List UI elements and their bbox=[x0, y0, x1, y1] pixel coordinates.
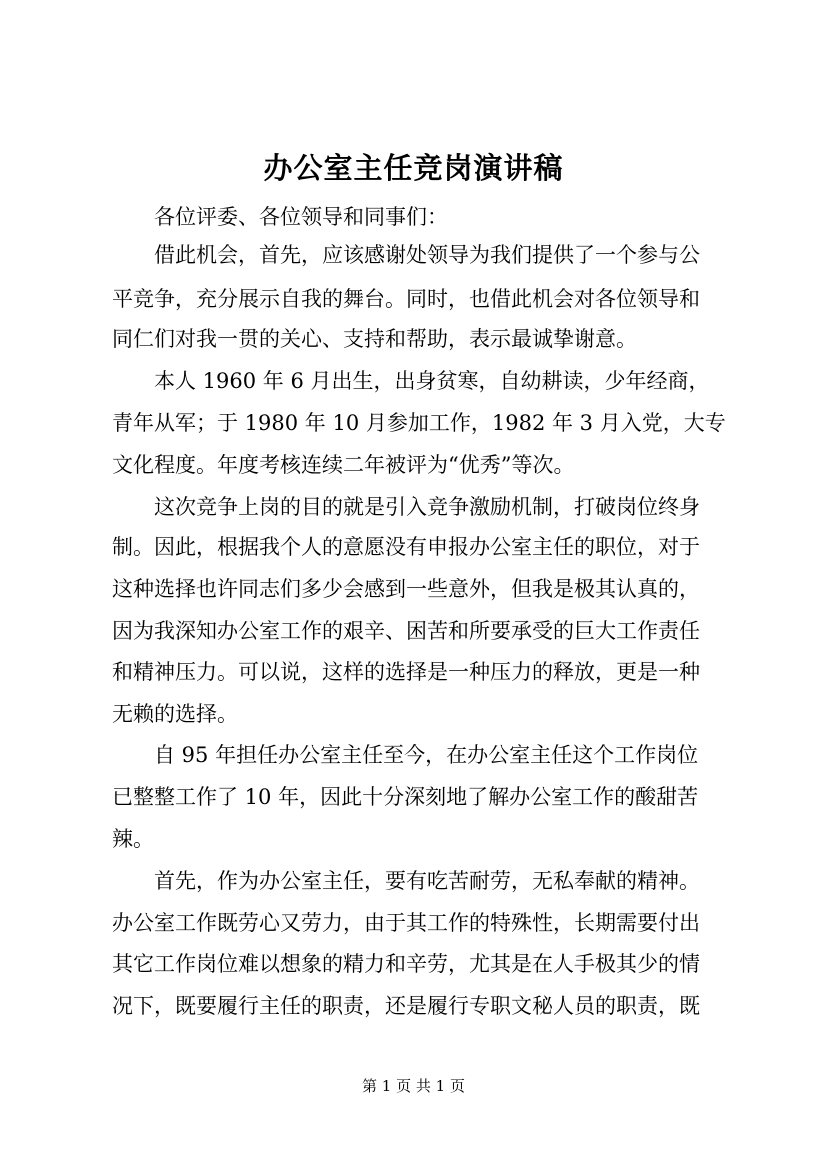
body-line: 青年从军；于 1980 年 10 月参加工作，1982 年 3 月入党，大专 bbox=[112, 411, 726, 435]
body-line: 首先，作为办公室主任，要有吃苦耐劳，无私奉献的精神。 bbox=[154, 869, 700, 893]
body-line: 和精神压力。可以说，这样的选择是一种压力的释放，更是一种 bbox=[112, 660, 700, 684]
body-line: 已整整工作了 10 年，因此十分深刻地了解办公室工作的酸甜苦 bbox=[112, 785, 699, 809]
salutation-line: 各位评委、各位领导和同事们： bbox=[154, 205, 448, 229]
body-line: 借此机会，首先，应该感谢处领导为我们提供了一个参与公 bbox=[154, 243, 700, 267]
body-line: 辣。 bbox=[112, 827, 154, 851]
body-line: 自 95 年担任办公室主任至今，在办公室主任这个工作岗位 bbox=[154, 743, 699, 767]
body-line: 这次竞争上岗的目的就是引入竞争激励机制，打破岗位终身 bbox=[154, 495, 700, 519]
body-line: 文化程度。年度考核连续二年被评为“优秀”等次。 bbox=[112, 453, 575, 477]
body-line: 制。因此，根据我个人的意愿没有申报办公室主任的职位，对于 bbox=[112, 535, 700, 559]
body-line: 因为我深知办公室工作的艰辛、困苦和所要承受的巨大工作责任 bbox=[112, 619, 700, 643]
body-line: 本人 1960 年 6 月出生，出身贫寒，自幼耕读，少年经商， bbox=[154, 369, 710, 393]
body-line: 平竞争，充分展示自我的舞台。同时，也借此机会对各位领导和 bbox=[112, 287, 700, 311]
document-title: 办公室主任竞岗演讲稿 bbox=[263, 151, 564, 185]
body-line: 办公室工作既劳心又劳力，由于其工作的特殊性，长期需要付出 bbox=[112, 911, 700, 935]
page-footer: 第 1 页 共 1 页 bbox=[362, 1077, 465, 1095]
body-line: 况下，既要履行主任的职责，还是履行专职文秘人员的职责，既 bbox=[112, 994, 700, 1018]
body-line: 无赖的选择。 bbox=[112, 702, 238, 726]
body-line: 同仁们对我一贯的关心、支持和帮助，表示最诚挚谢意。 bbox=[112, 327, 637, 351]
body-line: 其它工作岗位难以想象的精力和辛劳，尤其是在人手极其少的情 bbox=[112, 952, 700, 976]
body-line: 这种选择也许同志们多少会感到一些意外，但我是极其认真的， bbox=[112, 577, 700, 601]
